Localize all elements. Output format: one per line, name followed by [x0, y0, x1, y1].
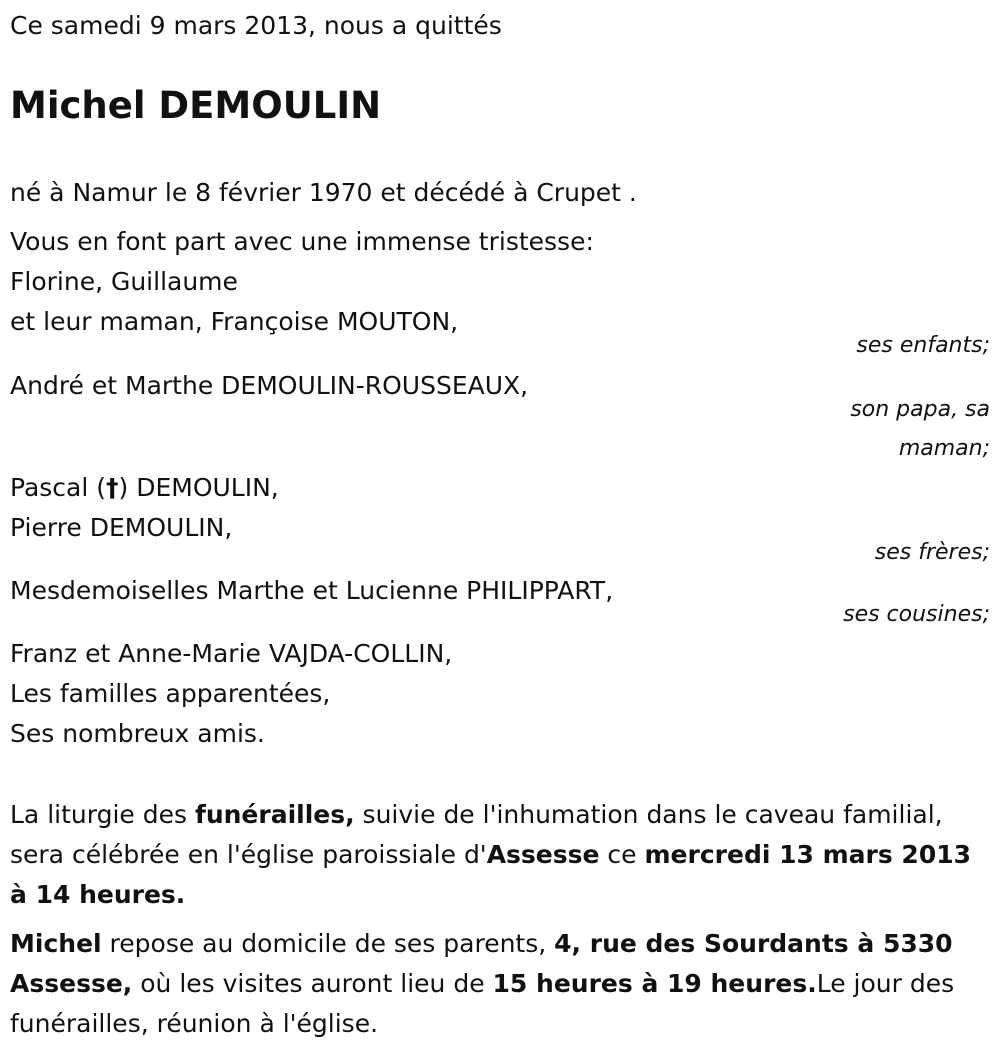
funeral-paragraph	[10, 795, 990, 915]
birth-death-line: né à Namur le 8 février 1970 et décédé à Crupet .	[10, 178, 637, 207]
children-mother: et leur maman, Françoise MOUTON,	[10, 307, 459, 336]
children-names: Florine, Guillaume	[10, 267, 238, 296]
announcement-line: Vous en font part avec une immense tristesse:	[10, 227, 594, 256]
intro-line: Ce samedi 9 mars 2013, nous a quittés	[10, 11, 502, 40]
funeral-bold-3: mercredi 13 mars 2013 à 14 heures.	[10, 840, 972, 909]
brothers-relation: ses frères;	[874, 540, 990, 565]
funeral-bold-2: Assesse	[486, 840, 600, 869]
parents-relation-line-2: maman;	[898, 436, 990, 461]
visit-bold-3: 15 heures à 19 heures.	[492, 969, 817, 998]
children-relation: ses enfants;	[856, 333, 990, 358]
funeral-text-1: La liturgie des	[10, 800, 195, 829]
visit-text-2: où les visites auront lieu de	[132, 969, 493, 998]
funeral-text-3: ce	[599, 840, 645, 869]
cousins-names: Mesdemoiselles Marthe et Lucienne PHILIPPART,	[10, 576, 614, 605]
cross-icon: †	[106, 473, 119, 502]
visit-paragraph	[10, 924, 990, 1044]
cousins-relation: ses cousines;	[843, 602, 990, 627]
visit-bold-2: 4, rue des Sourdants à 5330 Assesse,	[10, 929, 953, 998]
visit-text-3: Le jour des funérailles, réunion à l'église.	[10, 969, 955, 1038]
others-vajda-collin: Franz et Anne-Marie VAJDA-COLLIN,	[10, 639, 453, 668]
visit-bold-1: Michel	[10, 929, 102, 958]
brother-pascal-first: Pascal (	[10, 473, 107, 502]
deceased-name: Michel DEMOULIN	[10, 84, 382, 127]
brother-pierre: Pierre DEMOULIN,	[10, 513, 233, 542]
funeral-text-2: suivie de l'inhumation dans le caveau familial, sera célébrée en l'église paroissiale d'	[10, 800, 943, 869]
others-families: Les familles apparentées,	[10, 679, 331, 708]
parents-names: André et Marthe DEMOULIN-ROUSSEAUX,	[10, 371, 529, 400]
others-friends: Ses nombreux amis.	[10, 719, 265, 748]
visit-text-1: repose au domicile de ses parents,	[101, 929, 555, 958]
parents-relation-line-1: son papa, sa	[850, 397, 990, 422]
brother-pascal-last: ) DEMOULIN,	[118, 473, 279, 502]
brother-pascal	[10, 471, 279, 505]
funeral-bold-1: funérailles,	[194, 800, 355, 829]
